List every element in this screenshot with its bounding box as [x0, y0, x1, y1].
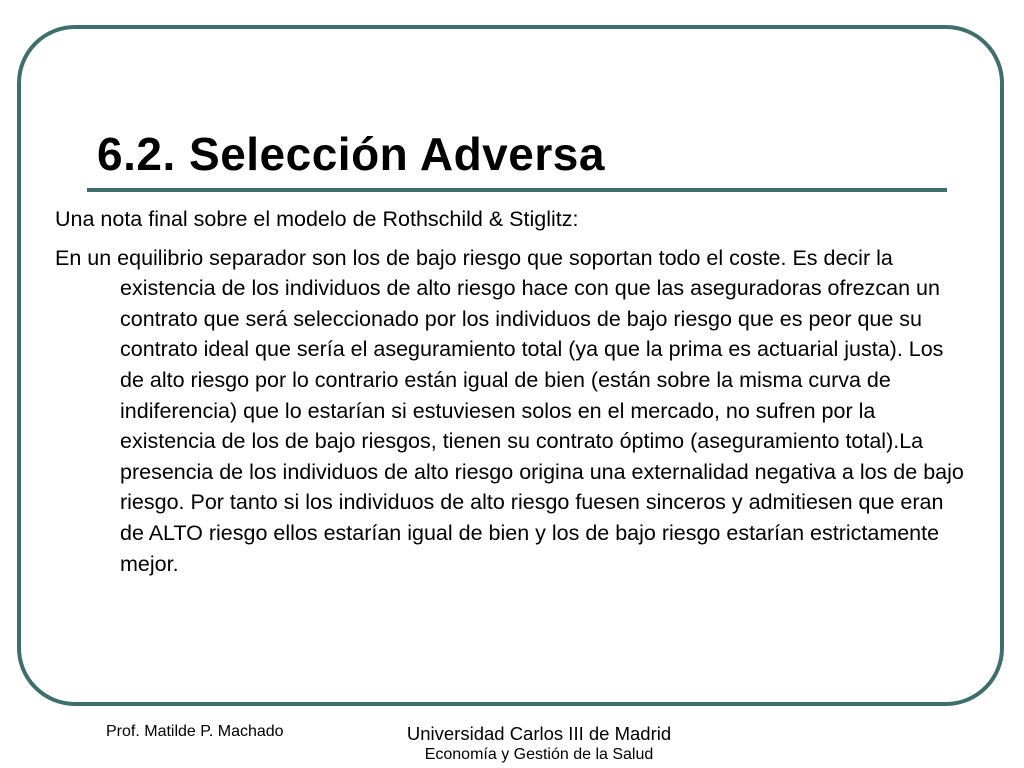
title-underline [87, 188, 947, 192]
footer-institution [339, 722, 739, 765]
footer-author: Prof. Matilde P. Machado [106, 723, 284, 740]
footer-university: Universidad Carlos III de Madrid [406, 723, 672, 744]
slide-title: 6.2. Selección Adversa [97, 128, 605, 180]
slide-content [55, 204, 967, 579]
body-paragraph: En un equilibrio separador son los de bajo riesgo que soportan todo el coste. Es decir la existencia de los individuos de alto riesgo hace con que las aseguradoras ofrezcan un contrato que será seleccionado por los individuos de bajo riesgo que es peor que su contrato ideal que sería el aseguramiento total (ya que la prima es actuarial justa). Los de alto riesgo por lo contrario están igual de bien (están sobre la misma curva de indiferencia) que lo estarían si estuviesen solos en el mercado, no sufren por la existencia de los de bajo riesgos, tienen su contrato óptimo (aseguramiento total).La presencia de los individuos de alto riesgo origina una externalidad negativa a los de bajo riesgo. Por tanto si los individuos de alto riesgo fuesen sinceros y admitiesen que eran de ALTO riesgo ellos estarían igual de bien y los de bajo riesgo estarían estrictamente mejor. [55, 245, 964, 576]
intro-paragraph: Una nota final sobre el modelo de Rothschild & Stiglitz: [55, 207, 579, 231]
footer-course: Economía y Gestión de la Salud [424, 746, 654, 763]
